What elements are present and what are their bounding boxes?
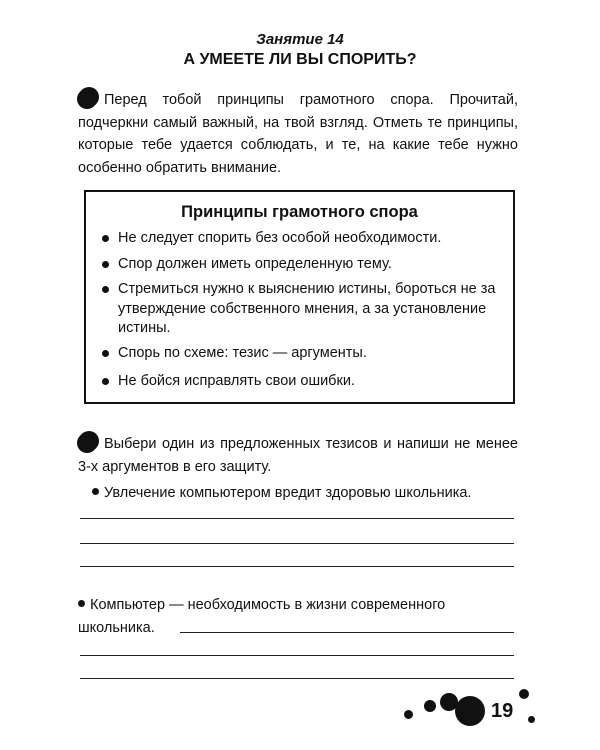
task-2-instruction <box>78 432 518 478</box>
principle-item <box>102 372 502 392</box>
principle-text: Стремиться нужно к выяснению истины, бороться не за утверждение собственного мнения, а за установление истины. <box>118 281 496 336</box>
page-number: 19 <box>491 700 514 722</box>
principles-box <box>84 190 515 404</box>
principle-item <box>102 229 502 249</box>
answer-line[interactable] <box>80 543 514 544</box>
decorative-dot-icon <box>528 716 535 723</box>
thesis-1-text: Увлечение компьютером вредит здоровью школьника. <box>104 485 472 501</box>
lesson-title: Занятие 14 <box>256 31 344 48</box>
bullet-icon <box>102 378 109 385</box>
blot-bullet-icon <box>78 88 98 108</box>
task-1-text: Перед тобой принципы грамотного спора. Прочитай, подчеркни самый важный, на твой взгляд. Отметь те принципы, которые тебе удается соблюдать, и те, на какие тебе нужно особенно обратить внимание. <box>78 92 518 176</box>
decorative-dot-icon <box>404 710 413 719</box>
task-2-text: Выбери один из предложенных тезисов и напиши не менее 3-х аргументов в его защиту. <box>78 436 518 475</box>
principle-text: Спорь по схеме: тезис — аргументы. <box>118 345 367 361</box>
task-1-instruction <box>78 88 518 179</box>
principles-title: Принципы грамотного спора <box>181 203 418 221</box>
bullet-icon <box>78 600 85 607</box>
principle-text: Спор должен иметь определенную тему. <box>118 256 392 272</box>
decorative-dot-icon <box>519 689 529 699</box>
principle-text: Не следует спорить без особой необходимости. <box>118 230 442 246</box>
principle-item <box>102 280 502 339</box>
thesis-1 <box>92 482 522 505</box>
bullet-icon <box>92 488 99 495</box>
decorative-blot-icon <box>455 696 485 726</box>
principle-text: Не бойся исправлять свои ошибки. <box>118 373 355 389</box>
page-heading: А УМЕЕТЕ ЛИ ВЫ СПОРИТЬ? <box>183 51 417 68</box>
bullet-icon <box>102 261 109 268</box>
answer-line[interactable] <box>80 518 514 519</box>
bullet-icon <box>102 350 109 357</box>
decorative-dot-icon <box>424 700 436 712</box>
bullet-icon <box>102 286 109 293</box>
bullet-icon <box>102 235 109 242</box>
answer-line[interactable] <box>80 566 514 567</box>
answer-line[interactable] <box>80 678 514 679</box>
thesis-2-text: Компьютер — необходимость в жизни современного школьника. <box>78 597 446 636</box>
principle-item <box>102 344 502 364</box>
blot-bullet-icon <box>78 432 98 452</box>
principle-item <box>102 255 502 275</box>
answer-line[interactable] <box>180 632 514 633</box>
answer-line[interactable] <box>80 655 514 656</box>
